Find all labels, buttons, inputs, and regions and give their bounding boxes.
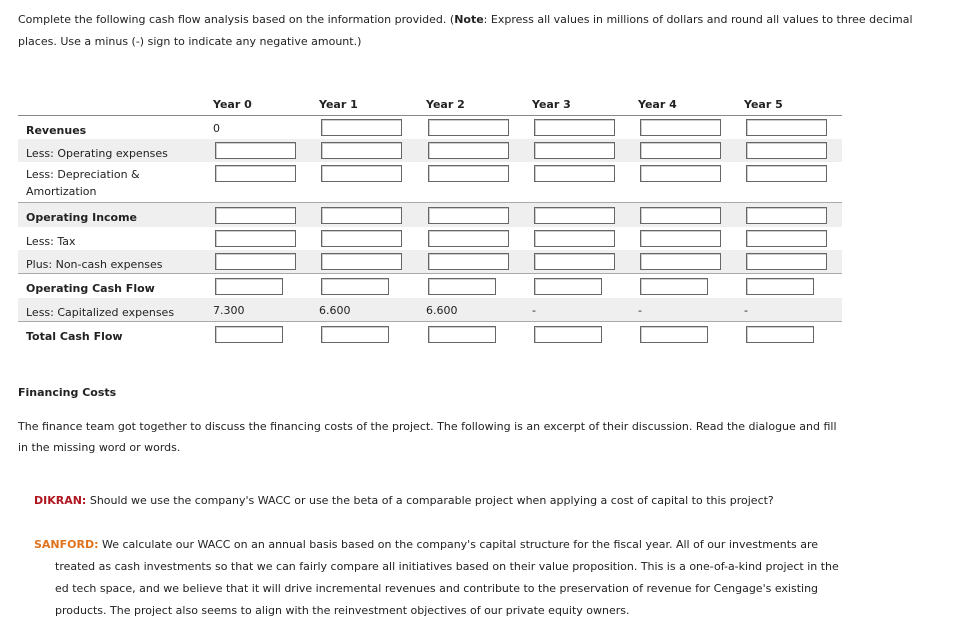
- dialogue-sanford: [34, 534, 855, 622]
- operating-income-year-5-input[interactable]: [746, 207, 827, 224]
- operating-income-year-4-input[interactable]: [640, 207, 721, 224]
- revenues-year-3-input[interactable]: [534, 119, 615, 136]
- dialogue-dikran: [34, 490, 834, 512]
- opex-year-5-input[interactable]: [746, 142, 827, 159]
- note-label: Note: [454, 13, 484, 26]
- speaker-name: SANFORD:: [34, 538, 99, 551]
- revenues-year-2-input[interactable]: [428, 119, 509, 136]
- instructions: Complete the following cash flow analysis based on the information provided. (Note: Express all values in millions of dollars and round all values to three decimal places. Use a minus (-) sign to indicate any negative amount.): [18, 13, 913, 48]
- noncash-year-5-input[interactable]: [746, 253, 827, 270]
- revenues-year-1-input[interactable]: [321, 119, 402, 136]
- opex-year-2-input[interactable]: [428, 142, 509, 159]
- financing-costs-title: Financing Costs: [18, 386, 117, 399]
- capex-year-0: 7.300: [213, 304, 245, 317]
- row-label: Plus: Non-cash expenses: [26, 258, 163, 271]
- dialogue-text: We calculate our WACC on an annual basis based on the company's capital structure for the fiscal year. All of our investments are treated as cash investments so that we can fairly compare all initiatives based on their value proposition. This is a one-of-a-kind project in the ed tech space, and we believe that it will drive incremental revenues and contribute to the preservation of revenue for Cengage's existing products. The project also seems to align with the reinvestment objectives of our private equity owners.: [55, 538, 839, 617]
- header-year-4: Year 4: [638, 98, 677, 111]
- row-depreciation: [18, 162, 842, 202]
- total-year-4-input[interactable]: [640, 326, 708, 343]
- row-label: Revenues: [26, 124, 87, 137]
- depreciation-year-4-input[interactable]: [640, 165, 721, 182]
- capex-year-2: 6.600: [426, 304, 458, 317]
- operating-income-year-3-input[interactable]: [534, 207, 615, 224]
- capex-year-4: -: [638, 304, 642, 317]
- ocf-year-2-input[interactable]: [428, 278, 496, 295]
- noncash-year-2-input[interactable]: [428, 253, 509, 270]
- noncash-year-4-input[interactable]: [640, 253, 721, 270]
- row-tax: [18, 227, 842, 250]
- ocf-year-5-input[interactable]: [746, 278, 814, 295]
- row-label: Less: Capitalized expenses: [26, 306, 175, 319]
- header-year-3: Year 3: [532, 98, 571, 111]
- row-label: Operating Income: [26, 211, 138, 224]
- row-label: Less: Operating expenses: [26, 147, 168, 160]
- capex-year-3: -: [532, 304, 536, 317]
- row-operating-cash-flow: [18, 273, 842, 298]
- ocf-year-3-input[interactable]: [534, 278, 602, 295]
- row-revenues: [18, 116, 842, 139]
- ocf-year-0-input[interactable]: [215, 278, 283, 295]
- header-year-2: Year 2: [426, 98, 465, 111]
- row-label: Less: Depreciation & Amortization: [26, 168, 140, 198]
- header-year-0: Year 0: [213, 98, 252, 111]
- cash-flow-table: [18, 92, 842, 348]
- opex-year-3-input[interactable]: [534, 142, 615, 159]
- total-year-2-input[interactable]: [428, 326, 496, 343]
- tax-year-1-input[interactable]: [321, 230, 402, 247]
- tax-year-0-input[interactable]: [215, 230, 296, 247]
- row-label: Total Cash Flow: [26, 330, 123, 343]
- row-total-cash-flow: [18, 321, 842, 348]
- speaker-name: DIKRAN:: [34, 494, 87, 507]
- total-year-1-input[interactable]: [321, 326, 389, 343]
- total-year-3-input[interactable]: [534, 326, 602, 343]
- header-year-1: Year 1: [319, 98, 358, 111]
- financing-intro: The finance team got together to discuss the financing costs of the project. The following is an excerpt of their discussion. Read the dialogue and fill in the missing word or words.: [18, 420, 837, 454]
- operating-income-year-0-input[interactable]: [215, 207, 296, 224]
- total-year-5-input[interactable]: [746, 326, 814, 343]
- row-operating-expenses: [18, 139, 842, 162]
- opex-year-4-input[interactable]: [640, 142, 721, 159]
- opex-year-0-input[interactable]: [215, 142, 296, 159]
- depreciation-year-3-input[interactable]: [534, 165, 615, 182]
- row-capitalized-expenses: [18, 298, 842, 321]
- table-header: [18, 92, 842, 116]
- depreciation-year-1-input[interactable]: [321, 165, 402, 182]
- row-label: Less: Tax: [26, 235, 76, 248]
- capex-year-5: -: [744, 304, 748, 317]
- noncash-year-1-input[interactable]: [321, 253, 402, 270]
- ocf-year-1-input[interactable]: [321, 278, 389, 295]
- tax-year-2-input[interactable]: [428, 230, 509, 247]
- tax-year-3-input[interactable]: [534, 230, 615, 247]
- capex-year-1: 6.600: [319, 304, 351, 317]
- noncash-year-0-input[interactable]: [215, 253, 296, 270]
- header-year-5: Year 5: [744, 98, 783, 111]
- noncash-year-3-input[interactable]: [534, 253, 615, 270]
- operating-income-year-2-input[interactable]: [428, 207, 509, 224]
- depreciation-year-0-input[interactable]: [215, 165, 296, 182]
- row-non-cash-expenses: [18, 250, 842, 273]
- depreciation-year-2-input[interactable]: [428, 165, 509, 182]
- revenues-year-4-input[interactable]: [640, 119, 721, 136]
- tax-year-4-input[interactable]: [640, 230, 721, 247]
- row-operating-income: [18, 202, 842, 227]
- revenues-year-0: 0: [213, 122, 220, 135]
- total-year-0-input[interactable]: [215, 326, 283, 343]
- row-label: Operating Cash Flow: [26, 282, 155, 295]
- ocf-year-4-input[interactable]: [640, 278, 708, 295]
- opex-year-1-input[interactable]: [321, 142, 402, 159]
- tax-year-5-input[interactable]: [746, 230, 827, 247]
- dialogue-text: Should we use the company's WACC or use the beta of a comparable project when applying a cost of capital to this project?: [86, 494, 774, 507]
- revenues-year-5-input[interactable]: [746, 119, 827, 136]
- depreciation-year-5-input[interactable]: [746, 165, 827, 182]
- operating-income-year-1-input[interactable]: [321, 207, 402, 224]
